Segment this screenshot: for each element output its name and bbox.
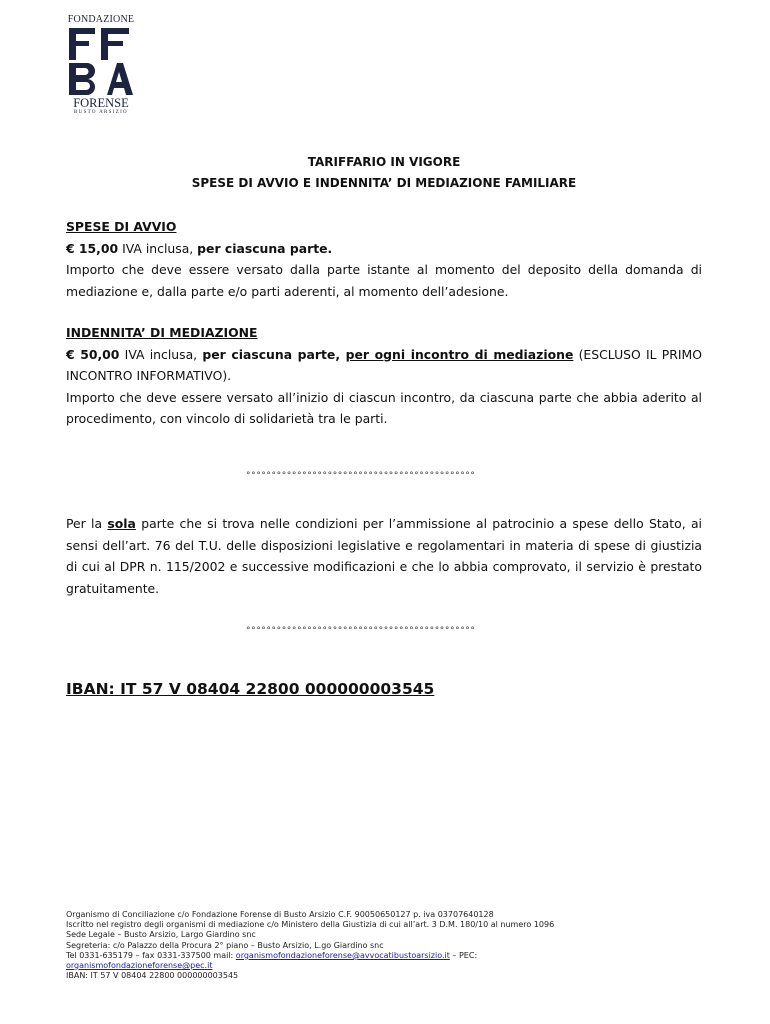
avvio-amount-line <box>66 238 702 260</box>
separator-2: °°°°°°°°°°°°°°°°°°°°°°°°°°°°°°°°°°°°°°°°°°°°° <box>246 626 476 636</box>
separator-1: °°°°°°°°°°°°°°°°°°°°°°°°°°°°°°°°°°°°°°°°°°°°° <box>246 471 476 481</box>
logo-city: BUSTO ARSIZIO <box>74 110 128 115</box>
indennita-per-parte: per ciascuna parte, <box>202 346 346 362</box>
indennita-iva: IVA inclusa, <box>119 346 203 362</box>
patrocinio-sola: sola <box>107 516 136 531</box>
avvio-iva: IVA inclusa, <box>118 240 198 256</box>
footer-tel: Tel 0331-635179 – fax 0331-337500 mail: <box>66 950 236 960</box>
avvio-amount: € 15,00 <box>66 240 119 256</box>
footer-line-2: Iscritto nel registro degli organismi di mediazione c/o Ministero della Giustizia di cui all’art. 3 D.M. 180/10 al numero 1096 <box>66 920 555 930</box>
foundation-logo <box>66 14 136 120</box>
avvio-heading: SPESE DI AVVIO <box>66 219 177 234</box>
patrocinio-post: parte che si trova nelle condizioni per l’ammissione al patrocinio a spese dello Stato, ai sensi dell’art. 76 del T.U. delle disposizioni legislative e regolamentari in materia di spese di giustizia di cui al DPR n. 115/2002 e successive modificazioni e che lo abbia comprovato, il servizio è prestato gratuitamente. <box>66 516 702 596</box>
section-indennita <box>66 322 702 430</box>
title-line-2: SPESE DI AVVIO E INDENNITA’ DI MEDIAZIONE FAMILIARE <box>191 176 577 190</box>
footer-line-1: Organismo di Conciliazione c/o Fondazione Forense di Busto Arsizio C.F. 90050650127 p. iva 03707640128 <box>66 910 494 919</box>
indennita-per-incontro: per ogni incontro di mediazione <box>345 346 574 362</box>
footer-line-3: Sede Legale – Busto Arsizio, Largo Giardino snc <box>66 930 256 940</box>
avvio-per-parte: per ciascuna parte. <box>197 240 333 256</box>
section-spese-avvio <box>66 216 702 302</box>
indennita-amount: € 50,00 <box>66 346 120 362</box>
iban-heading: IBAN: IT 57 V 08404 22800 000000003545 <box>66 680 435 698</box>
indennita-escluso: (ESCLUSO IL PRIMO INCONTRO INFORMATIVO). <box>66 346 702 383</box>
patrocinio-pre: Per la <box>66 516 108 531</box>
footer-contacts <box>66 951 706 961</box>
indennita-heading: INDENNITA’ DI MEDIAZIONE <box>66 325 258 340</box>
logo-name: FORENSE <box>73 96 129 110</box>
section-patrocinio <box>66 513 702 599</box>
indennita-text: Importo che deve essere versato all’inizio di ciascun incontro, da ciascuna parte che abbia aderito al procedimento, con vincolo di solidarietà tra le parti. <box>66 389 702 426</box>
footer <box>66 910 706 981</box>
ffba-monogram-icon <box>67 26 135 96</box>
footer-pec-link[interactable]: organismofondazioneforense@pec.it <box>66 961 213 971</box>
footer-pec-label: – PEC: <box>449 950 478 960</box>
footer-line-4: Segreteria: c/o Palazzo della Procura 2° piano – Busto Arsizio, L.go Giardino snc <box>66 940 384 950</box>
logo-top-text: FONDAZIONE <box>67 14 135 25</box>
indennita-amount-line <box>66 344 702 387</box>
avvio-text: Importo che deve essere versato dalla parte istante al momento del deposito della domanda di mediazione e, dalla parte e/o parti aderenti, al momento dell’adesione. <box>66 262 702 299</box>
footer-email-link[interactable]: organismofondazioneforense@avvocatibustoarsizio.it <box>235 950 450 960</box>
title-line-1: TARIFFARIO IN VIGORE <box>307 155 461 169</box>
footer-iban: IBAN: IT 57 V 08404 22800 000000003545 <box>66 971 239 981</box>
